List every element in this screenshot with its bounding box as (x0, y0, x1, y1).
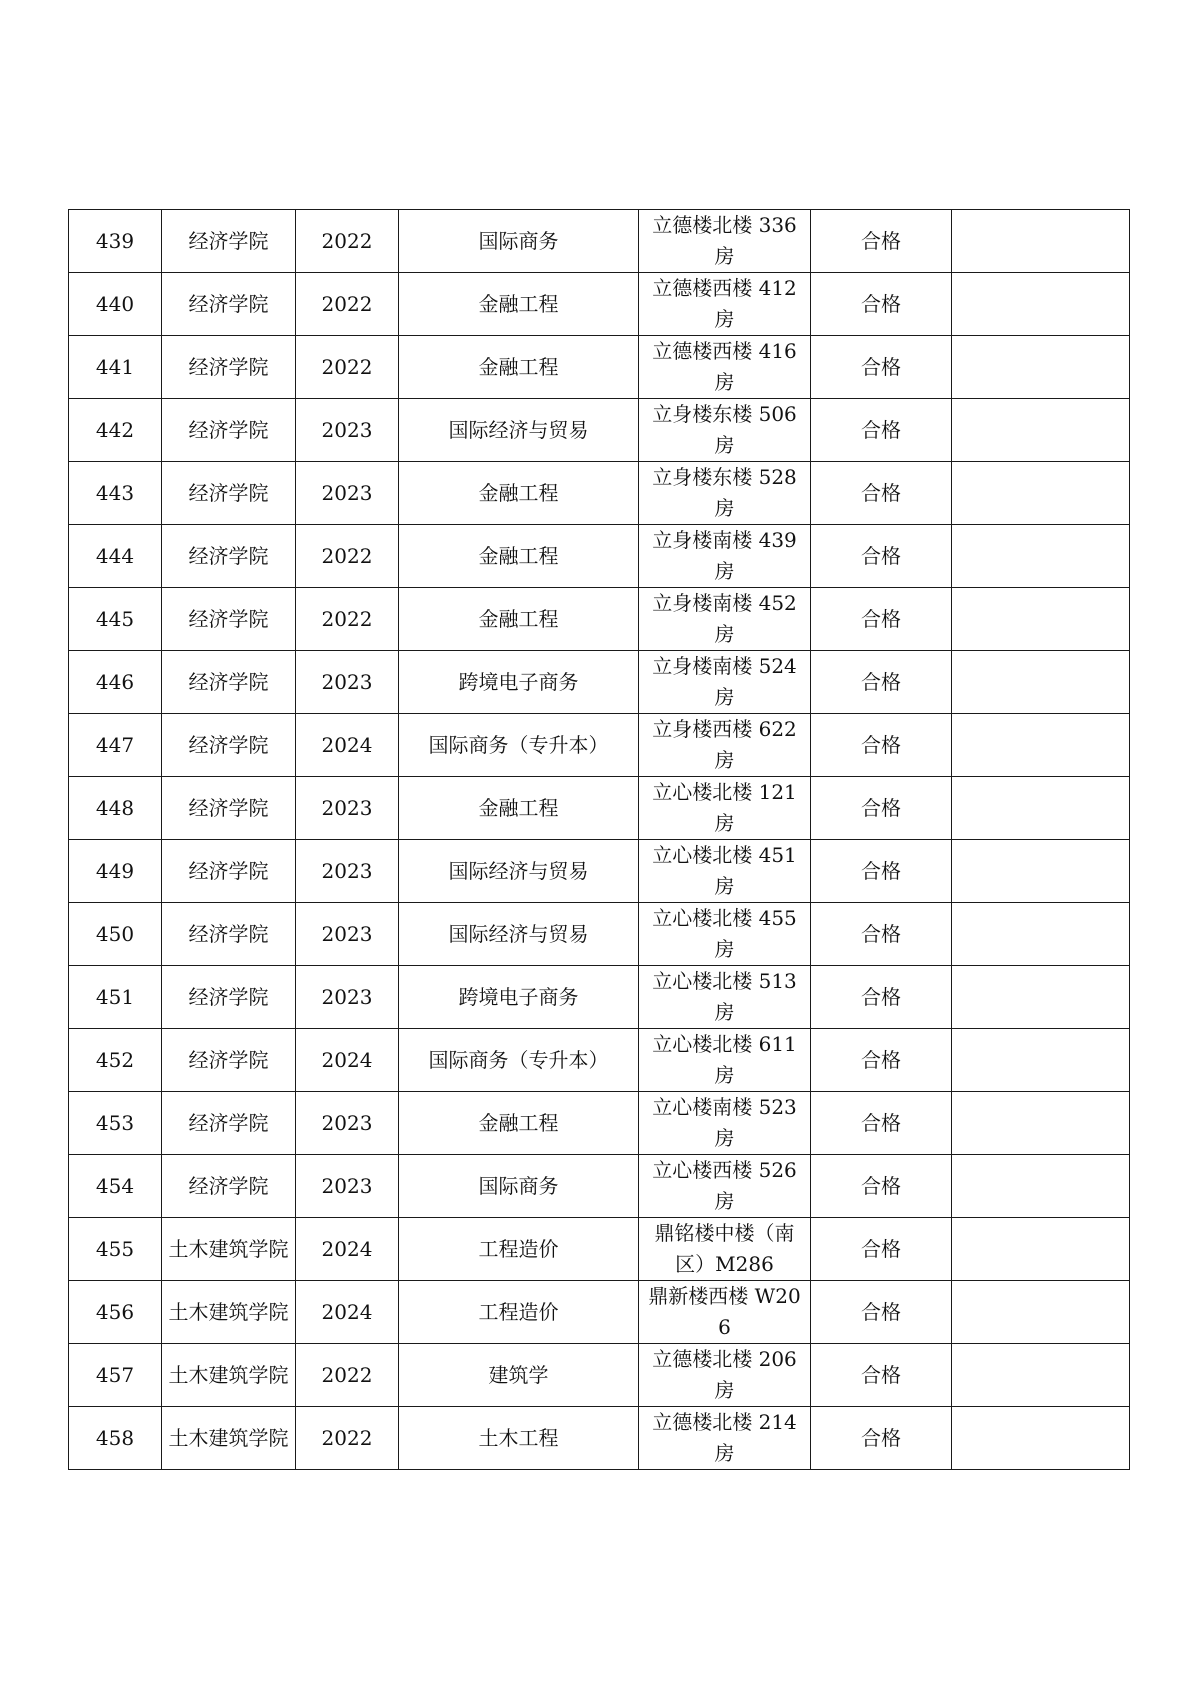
remark-cell (952, 273, 1130, 336)
major-cell: 跨境电子商务 (399, 651, 639, 714)
grade-year-cell: 2023 (296, 462, 399, 525)
remark-cell (952, 1344, 1130, 1407)
row-number-cell: 448 (69, 777, 162, 840)
table-row (69, 1029, 1130, 1092)
result-cell: 合格 (811, 1218, 952, 1281)
result-cell: 合格 (811, 1281, 952, 1344)
table-row (69, 1407, 1130, 1470)
row-number-cell: 441 (69, 336, 162, 399)
grade-year-cell: 2022 (296, 210, 399, 273)
college-cell: 经济学院 (162, 525, 296, 588)
remark-cell (952, 399, 1130, 462)
major-cell: 国际经济与贸易 (399, 840, 639, 903)
college-cell: 经济学院 (162, 273, 296, 336)
college-cell: 经济学院 (162, 210, 296, 273)
dorm-room-cell: 立心楼北楼 455 房 (639, 903, 811, 966)
college-cell: 经济学院 (162, 966, 296, 1029)
table-row (69, 1092, 1130, 1155)
result-cell: 合格 (811, 1155, 952, 1218)
dorm-room-cell: 立心楼北楼 451 房 (639, 840, 811, 903)
table-row (69, 1281, 1130, 1344)
result-cell: 合格 (811, 1092, 952, 1155)
remark-cell (952, 1155, 1130, 1218)
remark-cell (952, 1092, 1130, 1155)
college-cell: 经济学院 (162, 651, 296, 714)
row-number-cell: 442 (69, 399, 162, 462)
table-row (69, 525, 1130, 588)
major-cell: 跨境电子商务 (399, 966, 639, 1029)
dorm-room-cell: 立身楼南楼 524 房 (639, 651, 811, 714)
remark-cell (952, 1281, 1130, 1344)
dorm-room-cell: 立心楼北楼 121 房 (639, 777, 811, 840)
grade-year-cell: 2023 (296, 966, 399, 1029)
grade-year-cell: 2024 (296, 1029, 399, 1092)
grade-year-cell: 2022 (296, 273, 399, 336)
table-row (69, 1218, 1130, 1281)
college-cell: 土木建筑学院 (162, 1218, 296, 1281)
row-number-cell: 440 (69, 273, 162, 336)
table-row (69, 336, 1130, 399)
table-row (69, 840, 1130, 903)
table-row (69, 651, 1130, 714)
remark-cell (952, 651, 1130, 714)
remark-cell (952, 336, 1130, 399)
table-row (69, 399, 1130, 462)
college-cell: 经济学院 (162, 588, 296, 651)
dorm-room-cell: 立身楼东楼 506 房 (639, 399, 811, 462)
dorm-room-cell: 立德楼北楼 336 房 (639, 210, 811, 273)
grade-year-cell: 2023 (296, 840, 399, 903)
remark-cell (952, 1407, 1130, 1470)
row-number-cell: 445 (69, 588, 162, 651)
major-cell: 金融工程 (399, 336, 639, 399)
major-cell: 金融工程 (399, 1092, 639, 1155)
dorm-room-cell: 立德楼西楼 412 房 (639, 273, 811, 336)
remark-cell (952, 840, 1130, 903)
result-cell: 合格 (811, 840, 952, 903)
college-cell: 经济学院 (162, 714, 296, 777)
college-cell: 经济学院 (162, 462, 296, 525)
table-row (69, 903, 1130, 966)
dorm-room-cell: 立身楼南楼 439 房 (639, 525, 811, 588)
major-cell: 国际商务（专升本） (399, 714, 639, 777)
table-body (69, 210, 1130, 1470)
grade-year-cell: 2023 (296, 1092, 399, 1155)
dorm-room-cell: 立德楼西楼 416 房 (639, 336, 811, 399)
dorm-room-cell: 立身楼东楼 528 房 (639, 462, 811, 525)
major-cell: 国际经济与贸易 (399, 903, 639, 966)
college-cell: 经济学院 (162, 399, 296, 462)
table-row (69, 462, 1130, 525)
table-row (69, 1344, 1130, 1407)
table-row (69, 210, 1130, 273)
grade-year-cell: 2024 (296, 714, 399, 777)
result-cell: 合格 (811, 525, 952, 588)
remark-cell (952, 903, 1130, 966)
result-cell: 合格 (811, 966, 952, 1029)
grade-year-cell: 2024 (296, 1218, 399, 1281)
remark-cell (952, 210, 1130, 273)
result-cell: 合格 (811, 273, 952, 336)
college-cell: 经济学院 (162, 840, 296, 903)
result-cell: 合格 (811, 714, 952, 777)
remark-cell (952, 966, 1130, 1029)
grade-year-cell: 2022 (296, 525, 399, 588)
college-cell: 经济学院 (162, 1092, 296, 1155)
result-cell: 合格 (811, 210, 952, 273)
college-cell: 经济学院 (162, 777, 296, 840)
result-cell: 合格 (811, 651, 952, 714)
major-cell: 国际商务（专升本） (399, 1029, 639, 1092)
row-number-cell: 446 (69, 651, 162, 714)
result-cell: 合格 (811, 399, 952, 462)
row-number-cell: 444 (69, 525, 162, 588)
remark-cell (952, 1029, 1130, 1092)
row-number-cell: 452 (69, 1029, 162, 1092)
remark-cell (952, 588, 1130, 651)
grade-year-cell: 2023 (296, 651, 399, 714)
major-cell: 工程造价 (399, 1218, 639, 1281)
major-cell: 国际商务 (399, 210, 639, 273)
row-number-cell: 458 (69, 1407, 162, 1470)
college-cell: 土木建筑学院 (162, 1281, 296, 1344)
dorm-room-cell: 立身楼南楼 452 房 (639, 588, 811, 651)
dorm-room-cell: 立心楼西楼 526 房 (639, 1155, 811, 1218)
grade-year-cell: 2022 (296, 1407, 399, 1470)
dormitory-inspection-table (68, 209, 1130, 1470)
remark-cell (952, 777, 1130, 840)
row-number-cell: 457 (69, 1344, 162, 1407)
college-cell: 土木建筑学院 (162, 1344, 296, 1407)
row-number-cell: 443 (69, 462, 162, 525)
grade-year-cell: 2023 (296, 1155, 399, 1218)
dorm-room-cell: 立德楼北楼 206 房 (639, 1344, 811, 1407)
result-cell: 合格 (811, 1344, 952, 1407)
result-cell: 合格 (811, 588, 952, 651)
grade-year-cell: 2024 (296, 1281, 399, 1344)
row-number-cell: 447 (69, 714, 162, 777)
grade-year-cell: 2023 (296, 399, 399, 462)
table-row (69, 1155, 1130, 1218)
dorm-room-cell: 立心楼北楼 611 房 (639, 1029, 811, 1092)
table-row (69, 273, 1130, 336)
college-cell: 经济学院 (162, 1155, 296, 1218)
row-number-cell: 456 (69, 1281, 162, 1344)
result-cell: 合格 (811, 777, 952, 840)
row-number-cell: 449 (69, 840, 162, 903)
result-cell: 合格 (811, 903, 952, 966)
major-cell: 金融工程 (399, 588, 639, 651)
major-cell: 金融工程 (399, 525, 639, 588)
college-cell: 经济学院 (162, 1029, 296, 1092)
major-cell: 土木工程 (399, 1407, 639, 1470)
row-number-cell: 450 (69, 903, 162, 966)
major-cell: 国际经济与贸易 (399, 399, 639, 462)
grade-year-cell: 2022 (296, 336, 399, 399)
table-row (69, 966, 1130, 1029)
remark-cell (952, 1218, 1130, 1281)
major-cell: 金融工程 (399, 462, 639, 525)
college-cell: 经济学院 (162, 903, 296, 966)
dorm-room-cell: 鼎铭楼中楼（南区）M286 (639, 1218, 811, 1281)
result-cell: 合格 (811, 336, 952, 399)
result-cell: 合格 (811, 462, 952, 525)
table-row (69, 714, 1130, 777)
college-cell: 经济学院 (162, 336, 296, 399)
row-number-cell: 453 (69, 1092, 162, 1155)
result-cell: 合格 (811, 1029, 952, 1092)
remark-cell (952, 714, 1130, 777)
college-cell: 土木建筑学院 (162, 1407, 296, 1470)
row-number-cell: 454 (69, 1155, 162, 1218)
major-cell: 金融工程 (399, 273, 639, 336)
major-cell: 建筑学 (399, 1344, 639, 1407)
remark-cell (952, 525, 1130, 588)
dorm-room-cell: 立身楼西楼 622 房 (639, 714, 811, 777)
row-number-cell: 451 (69, 966, 162, 1029)
major-cell: 国际商务 (399, 1155, 639, 1218)
dorm-room-cell: 立心楼南楼 523 房 (639, 1092, 811, 1155)
row-number-cell: 439 (69, 210, 162, 273)
table-row (69, 777, 1130, 840)
dorm-room-cell: 立心楼北楼 513 房 (639, 966, 811, 1029)
row-number-cell: 455 (69, 1218, 162, 1281)
table-row (69, 588, 1130, 651)
grade-year-cell: 2023 (296, 903, 399, 966)
grade-year-cell: 2022 (296, 1344, 399, 1407)
grade-year-cell: 2022 (296, 588, 399, 651)
major-cell: 金融工程 (399, 777, 639, 840)
major-cell: 工程造价 (399, 1281, 639, 1344)
grade-year-cell: 2023 (296, 777, 399, 840)
remark-cell (952, 462, 1130, 525)
dorm-room-cell: 鼎新楼西楼 W206 (639, 1281, 811, 1344)
dorm-room-cell: 立德楼北楼 214 房 (639, 1407, 811, 1470)
result-cell: 合格 (811, 1407, 952, 1470)
